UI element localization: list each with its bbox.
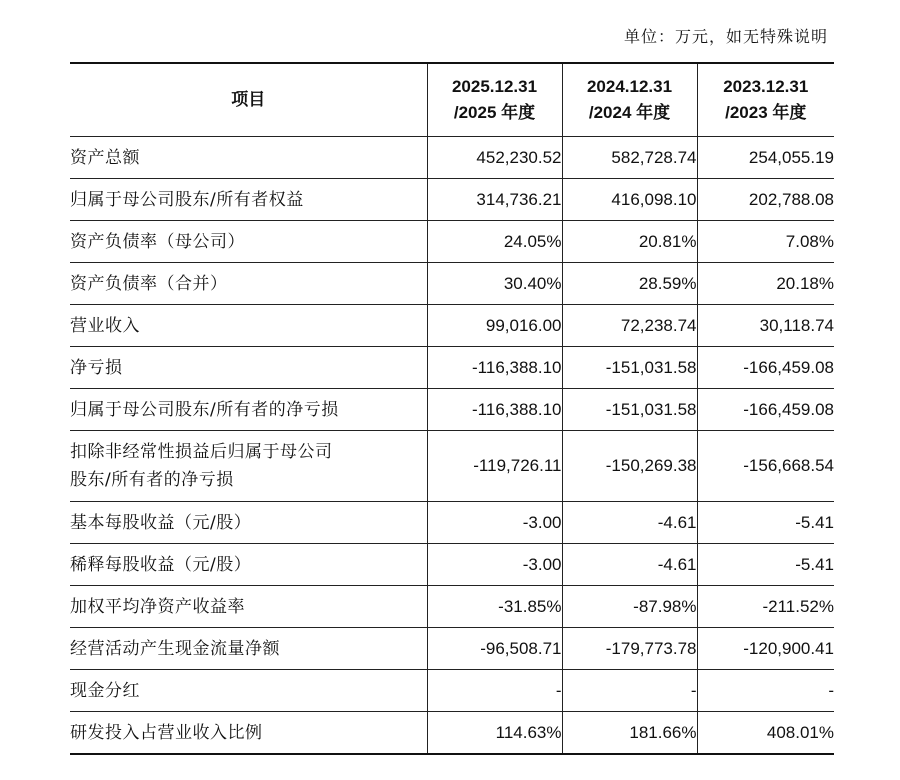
unit-note: 单位：万元，如无特殊说明 (623, 27, 828, 46)
table-row (70, 712, 834, 755)
header-col-2024 (562, 63, 697, 137)
cell-2025: -119,726.11 (427, 431, 562, 502)
header-col-2025-date: 2025.12.31 (451, 77, 538, 96)
cell-2025: 30.40% (427, 263, 562, 305)
cell-2024: -4.61 (562, 544, 697, 586)
cell-2024: -151,031.58 (562, 389, 697, 431)
cell-2024: 72,238.74 (562, 305, 697, 347)
header-col-2024-year: /2024 年度 (588, 103, 671, 122)
cell-2025: -116,388.10 (427, 347, 562, 389)
row-label: 经营活动产生现金流量净额 (70, 628, 427, 670)
cell-2023: - (697, 670, 834, 712)
row-label: 营业收入 (70, 305, 427, 347)
cell-2025: -3.00 (427, 502, 562, 544)
row-label: 资产负债率（合并） (70, 263, 427, 305)
cell-2024: -151,031.58 (562, 347, 697, 389)
row-label-line-2: 股东/所有者的净亏损 (70, 470, 234, 490)
cell-2024: -179,773.78 (562, 628, 697, 670)
cell-2025: -96,508.71 (427, 628, 562, 670)
row-label: 归属于母公司股东/所有者权益 (70, 179, 427, 221)
cell-2025: 99,016.00 (427, 305, 562, 347)
table-row (70, 305, 834, 347)
header-item: 项目 (70, 63, 427, 137)
table-row (70, 137, 834, 179)
header-col-2025 (427, 63, 562, 137)
cell-2024: 582,728.74 (562, 137, 697, 179)
table-row (70, 347, 834, 389)
table-header (70, 63, 834, 137)
cell-2025: -31.85% (427, 586, 562, 628)
cell-2024: 181.66% (562, 712, 697, 755)
row-label: 归属于母公司股东/所有者的净亏损 (70, 389, 427, 431)
cell-2023: 20.18% (697, 263, 834, 305)
table-row (70, 544, 834, 586)
row-label: 资产总额 (70, 137, 427, 179)
cell-2024: - (562, 670, 697, 712)
table-row (70, 221, 834, 263)
cell-2023: 202,788.08 (697, 179, 834, 221)
table-row (70, 586, 834, 628)
row-label: 净亏损 (70, 347, 427, 389)
table-row (70, 389, 834, 431)
cell-2025: -116,388.10 (427, 389, 562, 431)
row-label (70, 431, 427, 502)
cell-2024: 28.59% (562, 263, 697, 305)
header-row (70, 63, 834, 137)
table-body (70, 137, 834, 755)
cell-2023: -166,459.08 (697, 389, 834, 431)
row-label: 基本每股收益（元/股） (70, 502, 427, 544)
table-row (70, 670, 834, 712)
header-col-2023-year: /2023 年度 (725, 103, 807, 122)
header-col-2023 (697, 63, 834, 137)
cell-2024: -4.61 (562, 502, 697, 544)
financial-summary-table (70, 62, 834, 755)
cell-2023: -166,459.08 (697, 347, 834, 389)
cell-2025: 24.05% (427, 221, 562, 263)
table-row (70, 431, 834, 502)
cell-2025: - (427, 670, 562, 712)
cell-2025: 114.63% (427, 712, 562, 755)
header-col-2025-year: /2025 年度 (453, 103, 536, 122)
cell-2023: -120,900.41 (697, 628, 834, 670)
cell-2023: 408.01% (697, 712, 834, 755)
table-row (70, 628, 834, 670)
header-col-2023-date: 2023.12.31 (723, 77, 809, 96)
row-label: 资产负债率（母公司） (70, 221, 427, 263)
cell-2024: 416,098.10 (562, 179, 697, 221)
cell-2023: -5.41 (697, 544, 834, 586)
row-label: 加权平均净资产收益率 (70, 586, 427, 628)
table-row (70, 263, 834, 305)
cell-2023: 7.08% (697, 221, 834, 263)
cell-2024: -150,269.38 (562, 431, 697, 502)
cell-2025: 452,230.52 (427, 137, 562, 179)
row-label-line-1: 扣除非经常性损益后归属于母公司 (70, 442, 333, 462)
cell-2024: 20.81% (562, 221, 697, 263)
cell-2023: -156,668.54 (697, 431, 834, 502)
table-row (70, 179, 834, 221)
cell-2023: 30,118.74 (697, 305, 834, 347)
row-label: 现金分红 (70, 670, 427, 712)
cell-2025: -3.00 (427, 544, 562, 586)
table-row (70, 502, 834, 544)
cell-2023: -5.41 (697, 502, 834, 544)
row-label: 稀释每股收益（元/股） (70, 544, 427, 586)
cell-2025: 314,736.21 (427, 179, 562, 221)
cell-2023: -211.52% (697, 586, 834, 628)
cell-2023: 254,055.19 (697, 137, 834, 179)
cell-2024: -87.98% (562, 586, 697, 628)
row-label: 研发投入占营业收入比例 (70, 712, 427, 755)
header-col-2024-date: 2024.12.31 (586, 77, 673, 96)
